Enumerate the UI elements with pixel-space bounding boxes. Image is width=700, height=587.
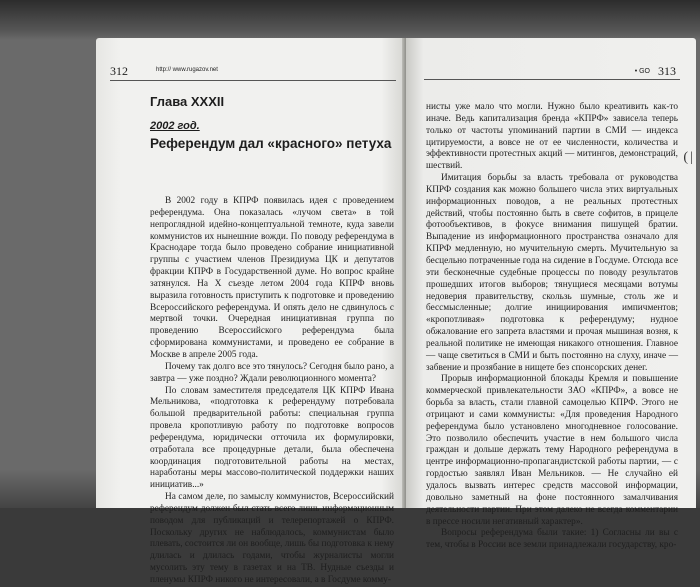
header-rule <box>110 80 396 81</box>
header-rule <box>424 79 680 80</box>
year-heading: 2002 год. <box>150 120 200 132</box>
right-page <box>406 38 696 551</box>
paragraph: Вопросы референдума были такие: 1) Согласны ли вы с тем, чтобы в России все земли принадлежали государству, кро- <box>426 528 678 551</box>
body-text <box>150 196 394 587</box>
paragraph: нисты уже мало что могли. Нужно было креативить как-то иначе. Ведь капитализация бренда «КПРФ» зависела теперь только от частоты упоминаний партии в СМИ — индекса цитируемости, а вовсе не от ее численности, количества и эффективности протестных акций — митингов, демонстраций, шествий. <box>426 102 678 172</box>
margin-mark: ( <box>683 150 688 165</box>
section-title: Референдум дал «красного» петуха <box>150 136 392 151</box>
paragraph: Прорыв информационной блокады Кремля и повышение коммерческой привлекательности ЗАО «КПРФ», а вовсе не борьба за власть, стали главной самоцелью КПРФ. Этого не отрицают и сами коммунисты: «Для проведения Народного референдума было установлено многодневное голосование. Это позволило обеспечить участие в нем большого числа граждан и дольше держать тему Народного референдума в центре информационно-пропагандистской работы партии, — с гордостью заявлял Иван Мельников. — Не случайно ей удалось вызвать интерес средств массовой информации, довольно заметный на фоне постоянного замалчивания деятельности партии. При этом далеко не всегда комментарии в прессе носили негативный характер». <box>426 374 678 527</box>
margin-mark: | <box>690 150 693 165</box>
page-number: 313 <box>658 64 676 78</box>
chapter-heading: Глава XXXII <box>150 94 225 109</box>
body-text <box>426 102 678 552</box>
paragraph: Имитация борьбы за власть требовала от руководства КПРФ создания как можно большего числа этих виртуальных информационных поводов, а не реальных протестных действий, чтобы постоянно быть в свете софитов, в прицеле фотообъективов, в фокусе внимания пишущей братии. Выпадение из информационного пространства означало для КПРФ медленную, но мучительную смерть. Мучительную за бесцельно потраченные года на сидение в Госдуме. Отсюда все эти бесконечные судебные процессы по поводу результатов прошедших итогов выборов; тянущиеся месяцами вотумы недоверия правительству, скользь шумные, столь же и бессмысленные; долгие инициирования импичментов; «кропотливая» подготовка к референдуму; нудное обжалование его запрета властями и прочая мышиная возня, к реальной политике не имеющая никакого отношения. Главное — чаще светиться в СМИ и быть постоянно на слуху, иначе — забвение и прозябание в нищете без спонсорских денег. <box>426 173 678 373</box>
paragraph: Почему так долго все это тянулось? Сегодня было рано, а завтра — уже поздно? Ждали революционного момента? <box>150 361 394 384</box>
running-head: • GO <box>634 68 650 75</box>
page-number: 312 <box>110 64 128 78</box>
left-page <box>96 38 406 585</box>
paragraph: По словам заместителя председателя ЦК КПРФ Ивана Мельникова, «подготовка к референдуму потребовала большой предварительной работы: специальная группа провела кропотливую работу по подготовке вопросов референдума, юридически отточила их формулировки, отработала все процедурные детали, была обеспечена координация подготовительной работы на местах, наработаны меры массово-политической поддержки наших инициатив...» <box>150 385 394 491</box>
paragraph: На самом деле, по замыслу коммунистов, Всероссийский референдум должен был стать всего лишь информационным поводом для публикаций и телерепортажей о КПРФ. Поскольку других не наблюдалось, коммунистам было плевать, состоится ли он вообще, лишь бы подготовка к нему длилась и длилась годами, чтобы журналисты могли мусолить эту тему в газетах и на ТВ. Нудные съезды и пленумы КПРФ никого не интересовали, а в Госдуме комму- <box>150 492 394 585</box>
running-head: http:// www.rugazov.net <box>156 67 218 73</box>
paragraph: В 2002 году в КПРФ появилась идея с проведением референдума. Она показалась «лучом света» в той непроглядной идейно-концептуальной темноте, куда завели коммунистов их нынешние вожди. По поводу референдума в Краснодаре тогда было проведено собрание инициативной группы с участием членов Президиума ЦК и депутатов фракции КПРФ в Государственной думе. Но вопрос крайне затянулся. На Х съезде летом 2004 года КПРФ вновь выразила готовность приступить к подготовке и проведению Всероссийского референдума. И опять дело не сдвинулось с мертвой точки. Очередная инициативная группа по проведению Всероссийского референдума была сформирована коммунистами, и проведено ее собрание в Москве в апреле 2005 года. <box>150 196 394 360</box>
